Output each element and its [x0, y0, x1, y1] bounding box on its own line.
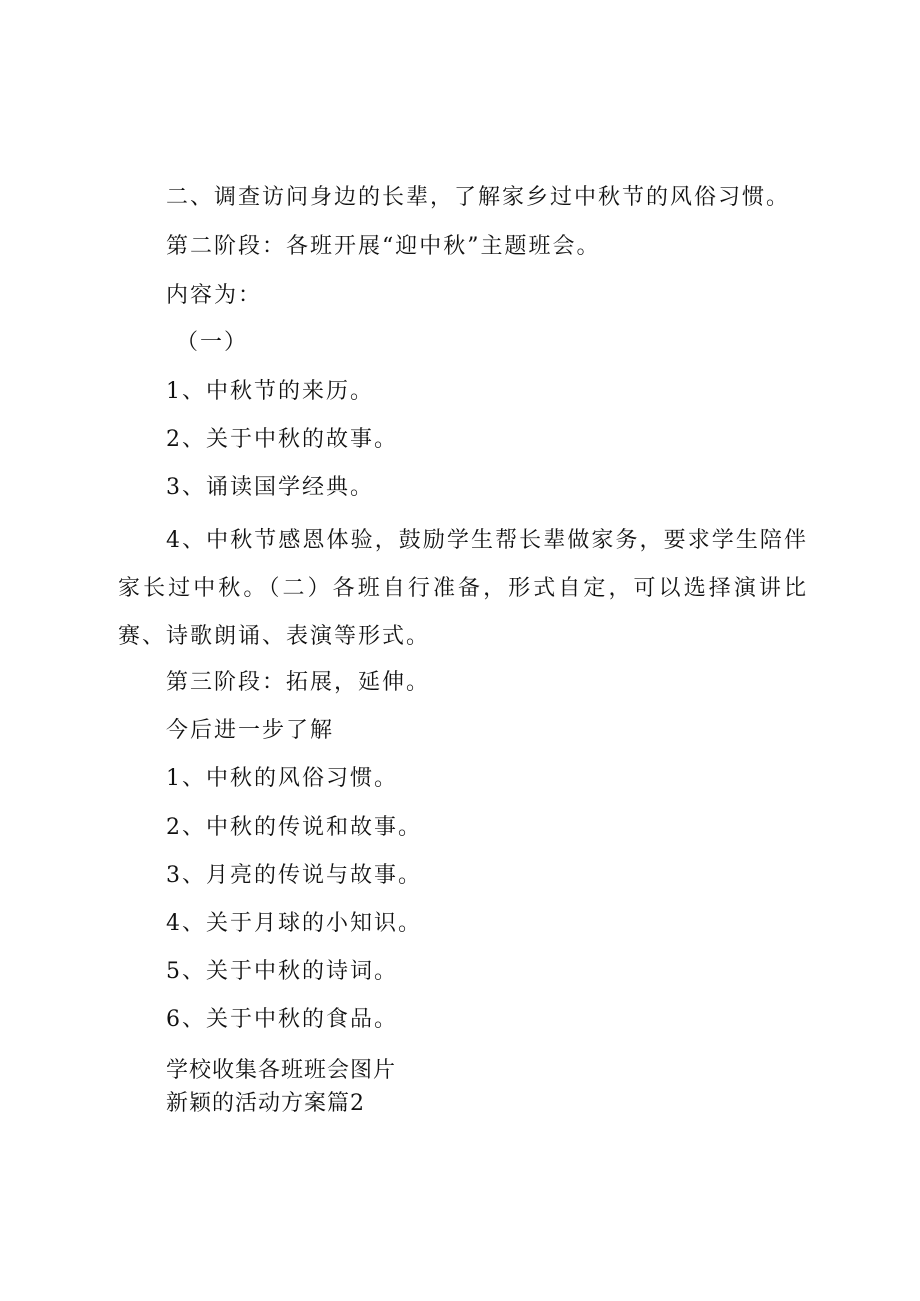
text-line-stage-three: 第三阶段：拓展，延伸。 [166, 670, 431, 695]
text-line-closing: 学校收集各班班会图片 [166, 1058, 397, 1083]
text-line-stage-two: 第二阶段：各班开展“迎中秋”主题班会。 [166, 234, 601, 259]
text-line-further: 今后进一步了解 [166, 718, 335, 743]
list-item: 1、中秋的风俗习惯。 [166, 766, 398, 791]
paragraph-item-4: 4、中秋节感恩体验，鼓励学生帮长辈做家务，要求学生陪伴家长过中秋。（二）各班自行准备，形式自定，可以选择演讲比赛、诗歌朗诵、表演等形式。 [118, 528, 808, 649]
next-section-title: 新颖的活动方案篇2 [166, 1091, 365, 1116]
text-line-section-one: （一） [176, 330, 249, 355]
list-item: 6、关于中秋的食品。 [166, 1007, 398, 1032]
text-line-investigate: 二、调查访问身边的长辈，了解家乡过中秋节的风俗习惯。 [166, 185, 791, 210]
list-item: 2、中秋的传说和故事。 [166, 815, 422, 840]
list-item: 4、关于月球的小知识。 [166, 911, 422, 936]
text-line-content-intro: 内容为： [166, 283, 263, 308]
text-line-item-3: 3、诵读国学经典。 [166, 475, 374, 500]
text-line-item-2: 2、关于中秋的故事。 [166, 427, 398, 452]
list-item: 5、关于中秋的诗词。 [166, 959, 398, 984]
text-line-item-1: 1、中秋节的来历。 [166, 379, 374, 404]
list-item: 3、月亮的传说与故事。 [166, 863, 422, 888]
